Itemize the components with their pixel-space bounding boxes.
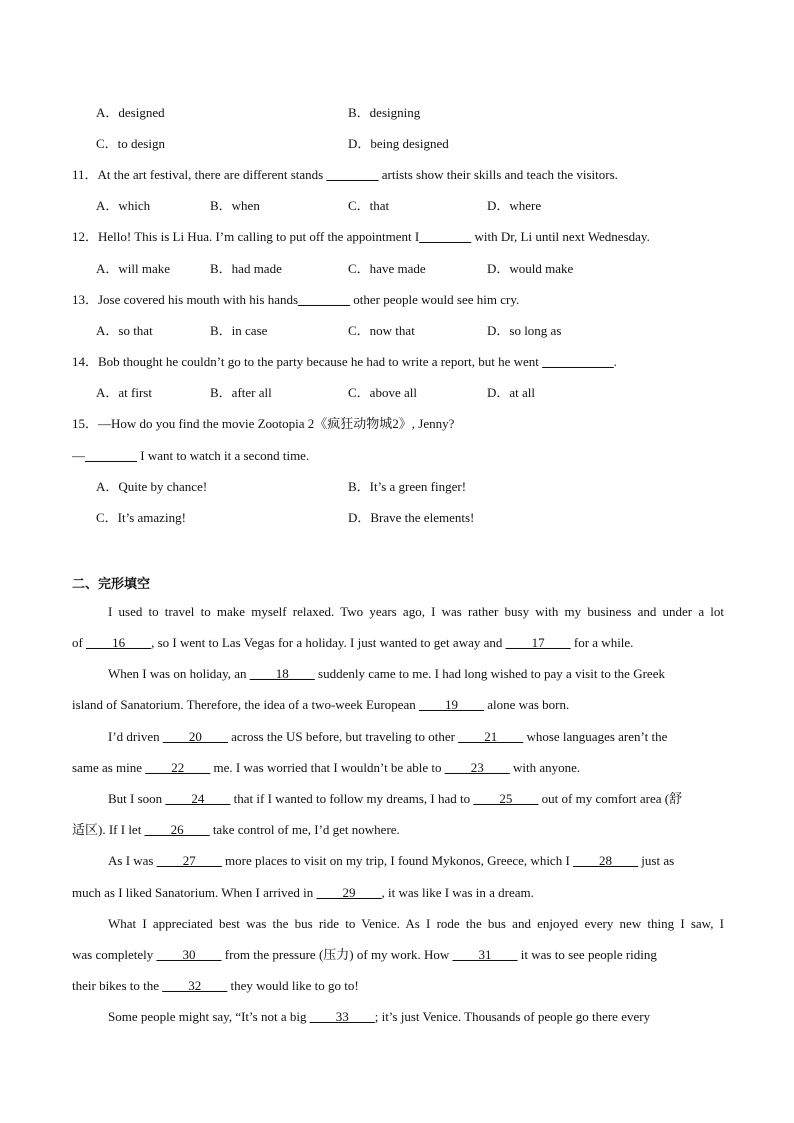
q12-option-b: B．had made [210, 261, 282, 276]
q15-option-a: A．Quite by chance! [96, 479, 208, 494]
q11-stem-end: artists show their skills and teach the visitors. [378, 167, 618, 182]
q10-options-2 [96, 136, 776, 152]
cloze-line-3 [108, 666, 665, 682]
cloze-line-11: What I appreciated best was the bus ride to Venice. As I rode the bus and enjoyed every new thing I saw, I [108, 916, 724, 931]
cloze-line-14 [108, 1009, 650, 1025]
cloze-text: When I was on holiday, an [108, 666, 250, 681]
q15-reply-dash: — [72, 448, 85, 463]
q13-blank: ________ [298, 292, 351, 307]
cloze-text: it was to see people riding [517, 947, 657, 962]
question-14 [72, 354, 617, 370]
blank-20: ____20____ [162, 729, 228, 744]
cloze-line-9 [108, 853, 674, 869]
cloze-text: for a while. [570, 635, 634, 650]
cloze-text: from the pressure (压力) of my work. How [221, 947, 453, 962]
q15-reply [72, 448, 309, 464]
q11-stem-start: 11．At the art festival, there are different stands [72, 167, 327, 182]
cloze-line-8 [72, 822, 400, 838]
q15-options-2 [96, 510, 776, 526]
cloze-text: they would like to go to! [227, 978, 359, 993]
cloze-text: , so I went to Las Vegas for a holiday. I just wanted to get away and [151, 635, 506, 650]
blank-25: ____25____ [473, 791, 539, 806]
blank-27: ____27____ [156, 853, 222, 868]
cloze-text: ; it’s just Venice. Thousands of people go there every [374, 1009, 651, 1024]
cloze-text: was completely [72, 947, 157, 962]
blank-30: ____30____ [156, 947, 222, 962]
q11-blank: ________ [326, 167, 379, 182]
q14-stem-end: . [613, 354, 617, 369]
question-13 [72, 292, 519, 308]
q11-option-d: D．where [487, 198, 542, 213]
cloze-text: I’d driven [108, 729, 163, 744]
cloze-text: same as mine [72, 760, 146, 775]
q13-stem-end: other people would see him cry. [350, 292, 520, 307]
q11-options [96, 198, 776, 214]
cloze-text: out of my comfort area (舒 [538, 791, 683, 806]
q14-option-a: A．at first [96, 385, 152, 400]
cloze-text: island of Sanatorium. Therefore, the idea of a two-week European [72, 697, 420, 712]
q13-option-a: A．so that [96, 323, 153, 338]
cloze-line-5 [108, 729, 667, 745]
q10-option-d: D．being designed [348, 136, 449, 151]
q10-options [96, 105, 776, 121]
cloze-heading: 二、完形填空 [72, 577, 151, 592]
cloze-text: much as I liked Sanatorium. When I arrived in [72, 885, 317, 900]
cloze-text: more places to visit on my trip, I found Mykonos, Greece, which I [221, 853, 574, 868]
cloze-line-1: I used to travel to make myself relaxed. Two years ago, I was rather busy with my business and under a lot [108, 604, 724, 619]
cloze-text: whose languages aren’t the [523, 729, 668, 744]
q14-blank: ___________ [542, 354, 614, 369]
cloze-text: their bikes to the [72, 978, 163, 993]
blank-29: ____29____ [316, 885, 382, 900]
q11-option-b: B．when [210, 198, 260, 213]
q14-option-d: D．at all [487, 385, 536, 400]
q12-stem-start: 12．Hello! This is Li Hua. I’m calling to put off the appointment I [72, 229, 420, 244]
cloze-text: suddenly came to me. I had long wished to pay a visit to the Greek [314, 666, 665, 681]
blank-23: ____23____ [444, 760, 510, 775]
q12-options [96, 261, 776, 277]
blank-21: ____21____ [458, 729, 524, 744]
q15-options [96, 479, 776, 495]
cloze-line-6 [72, 760, 580, 776]
q12-option-d: D．would make [487, 261, 574, 276]
q13-option-b: B．in case [210, 323, 268, 338]
q12-option-a: A．will make [96, 261, 171, 276]
cloze-text: , it was like I was in a dream. [381, 885, 534, 900]
cloze-text: Some people might say, “It’s not a big [108, 1009, 310, 1024]
blank-22: ____22____ [145, 760, 211, 775]
cloze-line-2 [72, 635, 633, 651]
cloze-line-7 [108, 791, 682, 807]
blank-17: ____17____ [505, 635, 571, 650]
blank-32: ____32____ [162, 978, 228, 993]
q12-blank: ________ [419, 229, 472, 244]
cloze-text: just as [638, 853, 675, 868]
cloze-line-13 [72, 978, 359, 994]
q13-options [96, 323, 776, 339]
q13-option-c: C．now that [348, 323, 415, 338]
q13-option-d: D．so long as [487, 323, 562, 338]
q12-stem-end: with Dr, Li until next Wednesday. [471, 229, 650, 244]
blank-16: ____16____ [86, 635, 152, 650]
q10-option-a: A．designed [96, 105, 165, 120]
q15-reply-text: I want to watch it a second time. [137, 448, 310, 463]
cloze-text: with anyone. [509, 760, 581, 775]
q10-option-b: B．designing [348, 105, 421, 120]
q11-option-a: A．which [96, 198, 151, 213]
cloze-text: But I soon [108, 791, 166, 806]
q14-stem-start: 14．Bob thought he couldn’t go to the party because he had to write a report, but he went [72, 354, 543, 369]
cloze-text: 适区). If I let [72, 822, 145, 837]
q14-option-c: C．above all [348, 385, 417, 400]
q15-option-d: D．Brave the elements! [348, 510, 475, 525]
blank-24: ____24____ [165, 791, 231, 806]
q15-option-c: C．It’s amazing! [96, 510, 186, 525]
cloze-text: that if I wanted to follow my dreams, I had to [230, 791, 474, 806]
cloze-text: As I was [108, 853, 157, 868]
cloze-text: across the US before, but traveling to other [227, 729, 459, 744]
question-15: 15．—How do you find the movie Zootopia 2《疯狂动物城2》, Jenny? [72, 416, 455, 431]
cloze-text: take control of me, I’d get nowhere. [209, 822, 400, 837]
q11-option-c: C．that [348, 198, 390, 213]
blank-28: ____28____ [573, 853, 639, 868]
cloze-line-12 [72, 947, 657, 963]
question-12 [72, 229, 650, 245]
blank-18: ____18____ [249, 666, 315, 681]
q15-blank: ________ [85, 448, 137, 463]
cloze-line-10 [72, 885, 534, 901]
q14-options [96, 385, 776, 401]
blank-26: ____26____ [144, 822, 210, 837]
q10-option-c: C．to design [96, 136, 165, 151]
q14-option-b: B．after all [210, 385, 272, 400]
cloze-text: me. I was worried that I wouldn’t be able to [210, 760, 445, 775]
cloze-line-4 [72, 697, 569, 713]
blank-31: ____31____ [452, 947, 518, 962]
q12-option-c: C．have made [348, 261, 426, 276]
q13-stem-start: 13．Jose covered his mouth with his hands [72, 292, 299, 307]
q15-option-b: B．It’s a green finger! [348, 479, 467, 494]
blank-33: ____33____ [309, 1009, 375, 1024]
cloze-text: of [72, 635, 87, 650]
cloze-text: alone was born. [484, 697, 570, 712]
question-11 [72, 167, 618, 183]
blank-19: ____19____ [419, 697, 485, 712]
